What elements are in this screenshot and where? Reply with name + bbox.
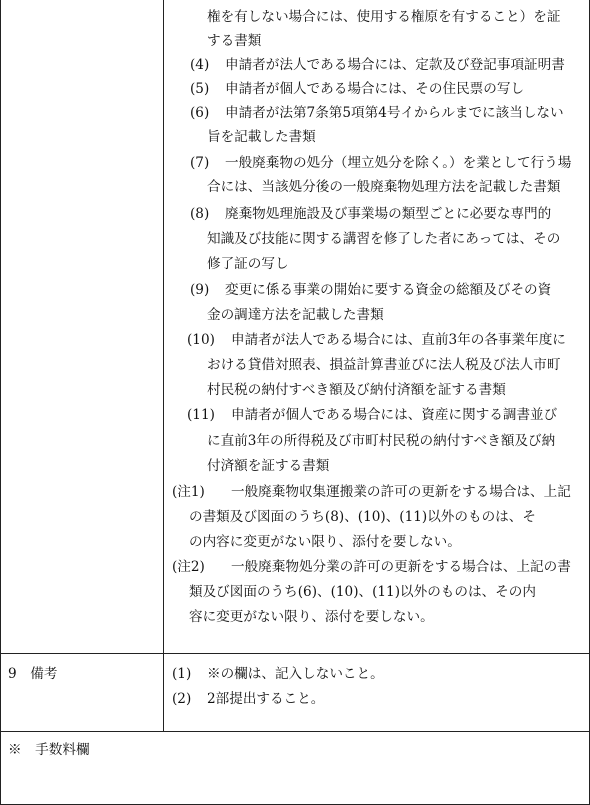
row-divider-remarks <box>0 731 590 732</box>
item-number: (7) <box>190 155 210 171</box>
item-text: 申請者が法第7条第5項第4号イからルまでに該当しない <box>225 105 564 121</box>
note-text: 一般廃棄物収集運搬業の許可の更新をする場合は、上記 <box>231 484 571 500</box>
note-label: (注2) <box>172 559 205 575</box>
remarks-item-text: ※の欄は、記入しないこと。 <box>207 666 384 682</box>
item-text: 変更に係る事業の開始に要する資金の総額及びその資 <box>225 282 552 298</box>
item-number: (5) <box>190 81 210 97</box>
note-text: 一般廃棄物処分業の許可の更新をする場合は、上記の書 <box>231 559 571 575</box>
row-divider-attachments <box>0 653 590 654</box>
item-text: 村民税の納付すべき額及び納付済額を証する書類 <box>207 382 506 398</box>
item-text: 付済額を証する書類 <box>207 458 330 474</box>
continuation-line: する書類 <box>207 33 262 49</box>
item-text: 申請者が個人である場合には、資産に関する調書並び <box>231 407 558 423</box>
item-text: 廃棄物処理施設及び事業場の類型ごとに必要な専門的 <box>225 206 552 222</box>
remarks-item-number: (1) <box>172 666 192 682</box>
column-divider <box>163 0 164 732</box>
item-text: 旨を記載した書類 <box>207 129 316 145</box>
item-number: (6) <box>190 105 210 121</box>
item-number: (4) <box>190 57 210 73</box>
note-label: (注1) <box>172 484 205 500</box>
item-text: に直前3年の所得税及び市町村民税の納付すべき額及び納 <box>207 433 556 449</box>
note-text: の内容に変更がない限り、添付を要しない。 <box>189 534 461 550</box>
remarks-item-number: (2) <box>172 691 192 707</box>
table-left-border <box>0 0 1 805</box>
note-text: 類及び図面のうち(6)、(10)、(11)以外のものは、その内 <box>189 584 536 600</box>
item-number: (9) <box>190 282 210 298</box>
continuation-line: 権を有しない場合には、使用する権原を有すること）を証 <box>207 9 561 25</box>
item-text: 申請者が法人である場合には、直前3年の各事業年度に <box>231 332 566 348</box>
note-text: の書類及び図面のうち(8)、(10)、(11)以外のものは、そ <box>189 509 536 525</box>
item-text: 一般廃棄物の処分（埋立処分を除く。）を業として行う場 <box>225 155 572 171</box>
item-text: 申請者が個人である場合には、その住民票の写し <box>225 81 525 97</box>
remarks-item-text: 2部提出すること。 <box>207 691 325 707</box>
item-text: 金の調達方法を記載した書類 <box>207 307 384 323</box>
remarks-label: 9 備考 <box>8 666 58 682</box>
item-text: 申請者が法人である場合には、定款及び登記事項証明書 <box>225 57 565 73</box>
item-text: 修了証の写し <box>207 256 289 272</box>
item-text: 合には、当該処分後の一般廃棄物処理方法を記載した書類 <box>207 179 561 195</box>
fee-field-input-area[interactable] <box>1 762 589 804</box>
item-number: (11) <box>187 407 215 423</box>
item-number: (8) <box>190 206 210 222</box>
note-text: 容に変更がない限り、添付を要しない。 <box>189 609 434 625</box>
item-text: おける貸借対照表、損益計算書並びに法人税及び法人市町 <box>207 357 561 373</box>
item-number: (10) <box>187 332 215 348</box>
item-text: 知識及び技能に関する講習を修了した者にあっては、その <box>207 231 561 247</box>
fee-field-label: ※ 手数料欄 <box>8 742 90 758</box>
